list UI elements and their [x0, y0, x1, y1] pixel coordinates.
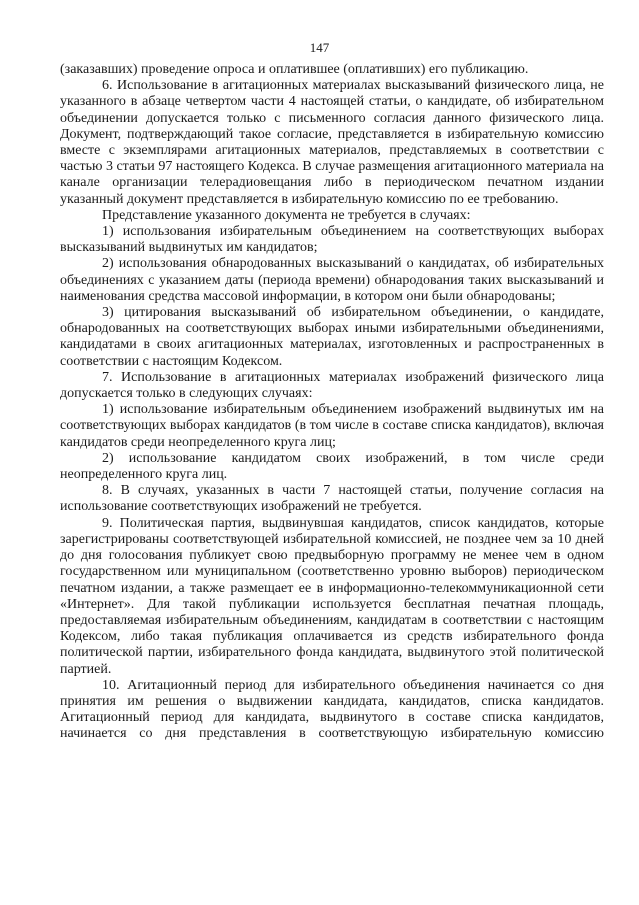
paragraph-item-6: 6. Использование в агитационных материалах высказываний физического лица, не указанного в абзаце четвертом части 4 настоящей статьи, о кандидате, об избирательном объединении допускается только с письменного согласия данного физического лица. Документ, подтверждающий такое согласие, представляется в избирательную комиссию вместе с экземплярами агитационных материалов, представляемых в соответствии с частью 3 статьи 97 настоящего Кодекса. В случае размещения агитационного материала на канале организации телерадиовещания либо в периодическом печатном издании указанный документ представляется в избирательную комиссию по ее требованию.: [60, 78, 604, 207]
paragraph-item-7-case-1: 1) использование избирательным объединением изображений выдвинутых им на соответствующих выборах кандидатов (в том числе в составе списка кандидатов), включая кандидатов среди неопределенного круга лиц;: [60, 402, 604, 450]
paragraph-continuation: (заказавших) проведение опроса и оплатившее (оплативших) его публикацию.: [60, 62, 529, 77]
paragraph-exception-3: 3) цитирования высказываний об избирательном объединении, о кандидате, обнародованных на соответствующих выборах иными избирательными объединениями, кандидатами в своих агитационных материалах, изготовленных и распространенных в соответствии с настоящим Кодексом.: [60, 305, 604, 369]
paragraph-item-7: 7. Использование в агитационных материалах изображений физического лица допускается только в следующих случаях:: [60, 369, 604, 402]
paragraph-exception-2: 2) использования обнародованных высказываний о кандидатах, об избирательных объединениях с указанием даты (периода времени) обнародования таких высказываний и наименования средства массовой информации, в котором они были обнародованы;: [60, 256, 604, 304]
paragraph-exception-1: 1) использования избирательным объединением на соответствующих выборах высказываний выдвинутых им кандидатов;: [60, 224, 604, 256]
page-number: 147: [309, 40, 330, 55]
paragraph-exceptions-intro: Представление указанного документа не требуется в случаях:: [102, 207, 471, 223]
paragraph-item-7-case-2: 2) использование кандидатом своих изображений, в том числе среди неопределенного круга лиц.: [60, 450, 604, 483]
document-body: [60, 62, 604, 743]
paragraph-item-8: 8. В случаях, указанных в части 7 настоящей статьи, получение согласия на использование соответствующих изображений не требуется.: [60, 483, 604, 515]
paragraph-item-9: 9. Политическая партия, выдвинувшая кандидатов, список кандидатов, которые зарегистрированы соответствующей избирательной комиссией, не позднее чем за 10 дней до дня голосования публикует свою предвыборную программу не менее чем в одном государственном или муниципальном (соответственно уровню выборов) периодическом печатном издании, а также размещает ее в информационно-телекоммуникационной сети «Интернет». Для такой публикации используется бесплатная печатная площадь, предоставляемая избирательным объединениям, кандидатам в соответствии с настоящим Кодексом, либо такая публикация оплачивается из средств избирательного фонда политической партии, избирательного фонда кандидата, выдвинутого этой политической партией.: [60, 515, 604, 677]
paragraph-item-10: 10. Агитационный период для избирательного объединения начинается со дня принятия им решения о выдвижении кандидата, кандидатов, списка кандидатов. Агитационный период для кандидата, выдвинутого в составе списка кандидатов, начинается со дня представления в соответствующую избирательную комиссию: [60, 677, 604, 742]
